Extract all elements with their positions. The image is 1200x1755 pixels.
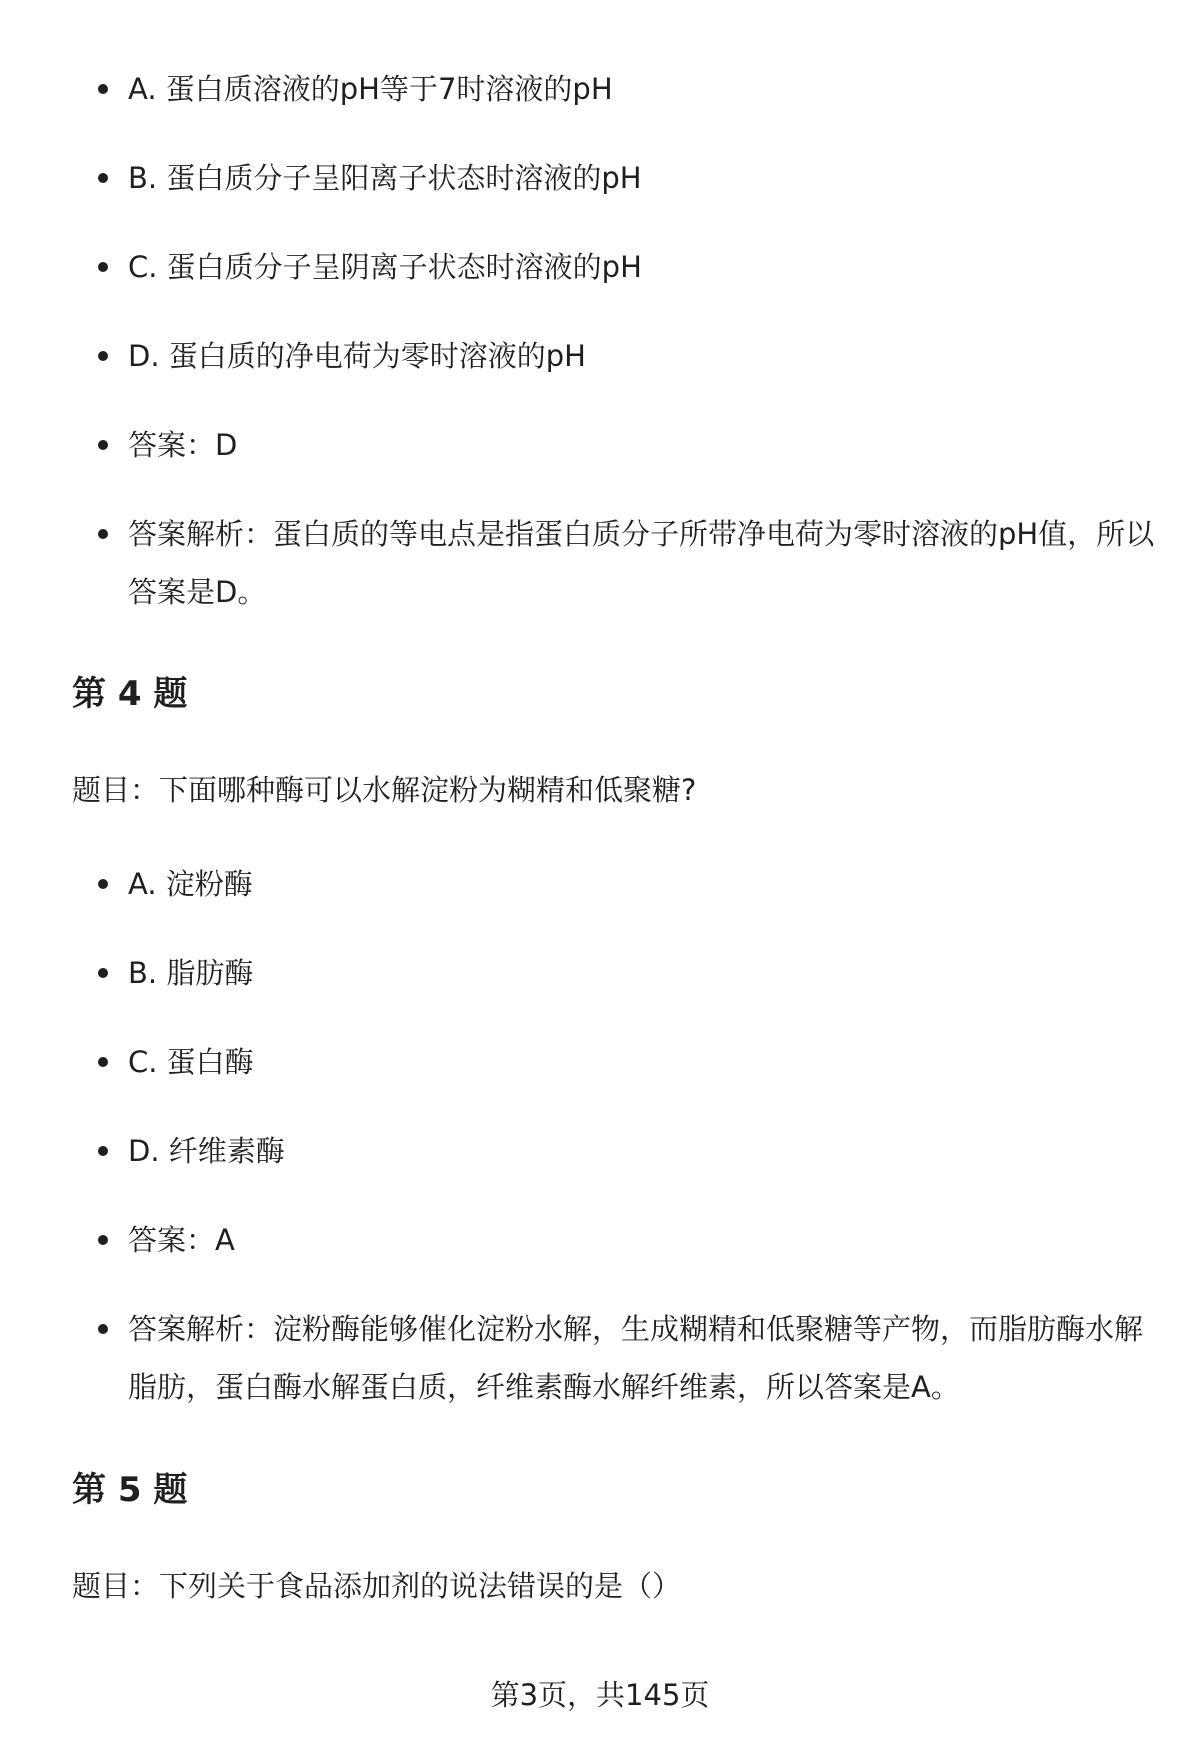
q3-option-b: B. 蛋白质分子呈阳离子状态时溶液的pH xyxy=(72,149,1162,207)
q3-option-d: D. 蛋白质的净电荷为零时溶液的pH xyxy=(72,327,1162,385)
q4-option-c: C. 蛋白酶 xyxy=(72,1033,1162,1091)
q5-heading: 第 5 题 xyxy=(72,1470,188,1510)
q4-option-a: A. 淀粉酶 xyxy=(72,855,1162,913)
q3-answer: 答案：D xyxy=(72,416,1162,474)
q4-question: 题目：下面哪种酶可以水解淀粉为糊精和低聚糖? xyxy=(72,773,697,807)
q3-option-c: C. 蛋白质分子呈阴离子状态时溶液的pH xyxy=(72,238,1162,296)
page-number-footer: 第3页，共145页 xyxy=(490,1678,710,1712)
q3-option-a: A. 蛋白质溶液的pH等于7时溶液的pH xyxy=(72,60,1162,118)
q4-option-list xyxy=(72,855,1162,1416)
q3-explanation: 答案解析：蛋白质的等电点是指蛋白质分子所带净电荷为零时溶液的pH值，所以答案是D。 xyxy=(72,505,1162,621)
q5-question: 题目：下列关于食品添加剂的说法错误的是（） xyxy=(72,1569,682,1603)
q4-answer: 答案：A xyxy=(72,1211,1162,1269)
q3-option-list xyxy=(72,60,1162,621)
q4-heading: 第 4 题 xyxy=(72,674,188,714)
q4-option-b: B. 脂肪酶 xyxy=(72,944,1162,1002)
q4-option-d: D. 纤维素酶 xyxy=(72,1122,1162,1180)
q4-explanation: 答案解析：淀粉酶能够催化淀粉水解，生成糊精和低聚糖等产物，而脂肪酶水解脂肪，蛋白酶水解蛋白质，纤维素酶水解纤维素，所以答案是A。 xyxy=(72,1300,1162,1416)
